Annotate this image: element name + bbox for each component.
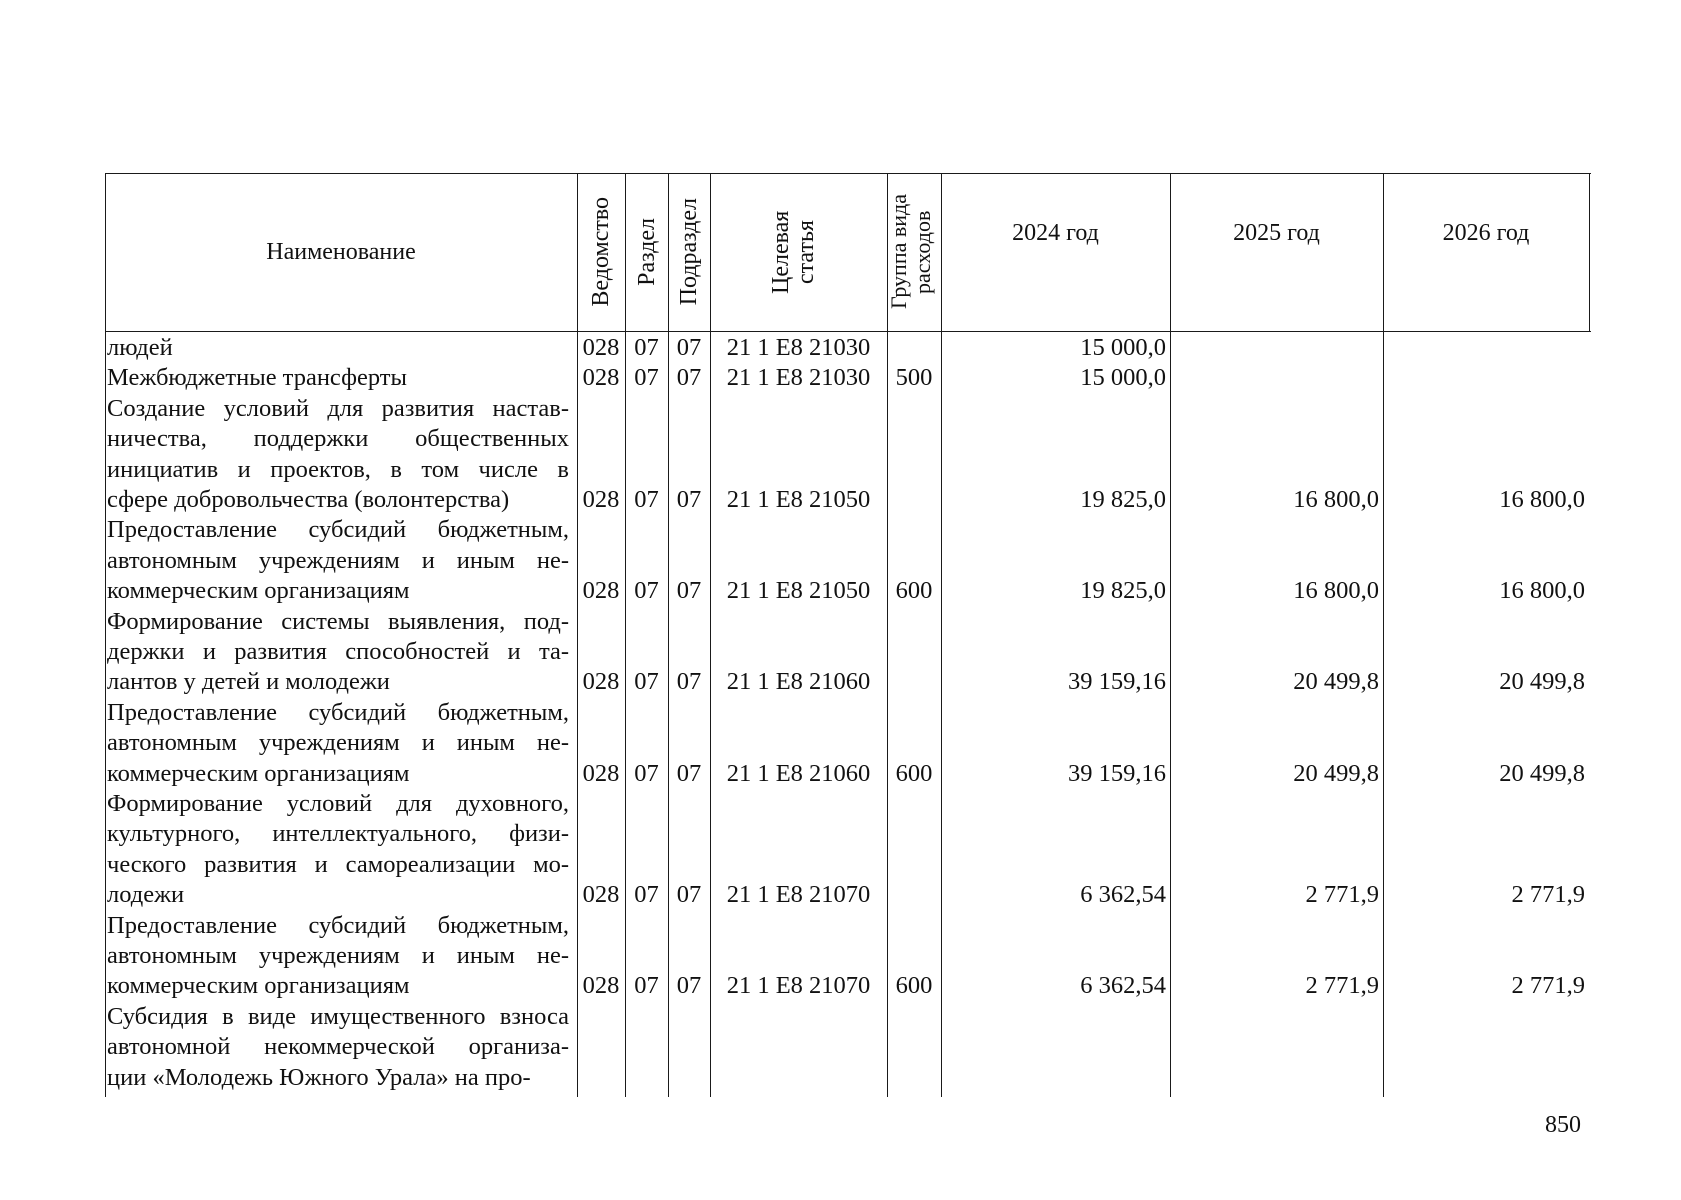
row-ved-cell: 028 — [582, 577, 620, 605]
row-gvr-cell: 600 — [895, 972, 933, 1000]
row-name-line: инициатив и проектов, в том числе в — [107, 455, 569, 483]
row-razd-cell: 07 — [634, 668, 659, 696]
row-razd-cell: 07 — [634, 334, 659, 361]
row-v2026-cell: 2 771,9 — [1511, 972, 1585, 1000]
row-razd-cell: 07 — [634, 759, 659, 787]
row-v2024-cell: 39 159,16 — [1068, 759, 1166, 787]
row-gvr-cell: 600 — [895, 577, 933, 605]
row-podr-cell: 07 — [676, 668, 702, 696]
page-number: 850 — [1545, 1112, 1581, 1138]
row-name — [107, 515, 569, 606]
row-name-line: коммерческим организациям — [107, 972, 410, 1000]
row-v2025-cell: 16 800,0 — [1293, 577, 1379, 605]
row-cs-cell: 21 1 Е8 21050 — [726, 486, 871, 513]
row-v2025-cell: 16 800,0 — [1293, 486, 1379, 513]
row-name — [107, 698, 569, 789]
row-cs-cell: 21 1 Е8 21060 — [726, 668, 871, 696]
row-name-line: сфере добровольчества (волонтерства) — [107, 486, 510, 514]
row-ved-cell: 028 — [582, 881, 620, 909]
row-name-line: Субсидия в виде имущественного взноса — [107, 1002, 569, 1030]
row-gvr-cell: 600 — [895, 759, 933, 787]
row-podr-cell: 07 — [676, 881, 702, 909]
row-podr-cell: 07 — [676, 972, 702, 1000]
row-podr-cell: 07 — [676, 759, 702, 787]
row-razd-cell: 07 — [634, 972, 659, 1000]
row-razd-cell: 07 — [634, 486, 659, 513]
row-v2026-cell: 2 771,9 — [1511, 881, 1585, 909]
row-cs-cell: 21 1 Е8 21030 — [726, 364, 871, 392]
row-name-line: Межбюджетные трансферты — [107, 364, 407, 392]
row-name-line: лантов у детей и молодежи — [107, 668, 390, 696]
row-name-line: автономным учреждениям и иным не- — [107, 729, 569, 757]
row-ved-cell: 028 — [582, 972, 620, 1000]
row-razd-cell: 07 — [634, 577, 659, 605]
header-celevaya-statya: Целевая статья — [767, 210, 819, 294]
header-2024: 2024 год — [1012, 220, 1099, 246]
row-name-line: ции «Молодежь Южного Урала» на про- — [107, 1063, 531, 1091]
header-name: Наименование — [266, 239, 416, 265]
row-name-line: ческого развития и самореализации мо- — [107, 850, 569, 878]
row-razd-cell: 07 — [634, 881, 659, 909]
row-name — [107, 607, 569, 698]
row-name-line: автономным учреждениям и иным не- — [107, 546, 569, 574]
row-podr-cell: 07 — [676, 364, 702, 392]
row-v2024-cell: 19 825,0 — [1080, 577, 1166, 605]
row-podr-cell: 07 — [676, 577, 702, 605]
header-2025: 2025 год — [1233, 220, 1320, 246]
row-name-line: лодежи — [107, 881, 185, 909]
row-cs-cell: 21 1 Е8 21060 — [726, 759, 871, 787]
row-name-line: автономной некоммерческой организа- — [107, 1033, 569, 1061]
row-v2024-cell: 15 000,0 — [1080, 334, 1166, 361]
row-name — [107, 394, 569, 516]
row-name-line: Предоставление субсидий бюджетным, — [107, 698, 569, 726]
row-name-line: коммерческим организациям — [107, 759, 410, 787]
row-v2026-cell: 20 499,8 — [1499, 668, 1585, 696]
row-v2024-cell: 6 362,54 — [1080, 972, 1166, 1000]
row-name-line: Формирование условий для духовного, — [107, 790, 569, 817]
row-v2026-cell: 20 499,8 — [1499, 759, 1585, 787]
row-v2026-cell: 16 800,0 — [1499, 486, 1585, 513]
row-cs-cell: 21 1 Е8 21070 — [726, 972, 871, 1000]
row-name-line: Предоставление субсидий бюджетным, — [107, 516, 569, 544]
header-vedomstvo: Ведомство — [588, 197, 614, 307]
row-name-line: держки и развития способностей и та- — [107, 638, 569, 665]
row-cs-cell: 21 1 Е8 21030 — [726, 334, 871, 361]
row-name-line: Создание условий для развития настав- — [107, 394, 569, 422]
row-v2024-cell: 6 362,54 — [1080, 881, 1166, 909]
row-v2025-cell: 20 499,8 — [1293, 668, 1379, 696]
row-cs-cell: 21 1 Е8 21050 — [726, 577, 871, 605]
header-2026: 2026 год — [1442, 220, 1530, 246]
row-name-line: Формирование системы выявления, под- — [107, 607, 569, 635]
row-name-line: коммерческим организациям — [107, 577, 410, 605]
row-name-line: людей — [107, 334, 173, 361]
row-name — [107, 1002, 569, 1093]
row-v2025-cell: 2 771,9 — [1305, 881, 1379, 909]
row-name — [107, 789, 569, 911]
row-ved-cell: 028 — [582, 486, 620, 513]
row-razd-cell: 07 — [634, 364, 659, 392]
row-ved-cell: 028 — [582, 668, 620, 696]
row-name-line: Предоставление субсидий бюджетным, — [107, 911, 569, 939]
row-v2025-cell: 2 771,9 — [1305, 972, 1379, 1000]
budget-table — [105, 173, 1591, 1097]
row-v2024-cell: 19 825,0 — [1080, 486, 1166, 513]
row-podr-cell: 07 — [676, 334, 702, 361]
row-name — [107, 333, 569, 363]
row-v2026-cell: 16 800,0 — [1499, 577, 1585, 605]
header-razdel: Раздел — [633, 218, 660, 286]
row-podr-cell: 07 — [676, 486, 702, 513]
row-v2024-cell: 15 000,0 — [1080, 364, 1166, 392]
row-v2024-cell: 39 159,16 — [1068, 668, 1166, 696]
header-podrazdel: Подраздел — [676, 198, 702, 306]
row-cs-cell: 21 1 Е8 21070 — [726, 881, 871, 909]
row-v2025-cell: 20 499,8 — [1293, 759, 1379, 787]
row-name — [107, 363, 569, 393]
row-ved-cell: 028 — [582, 364, 620, 392]
row-gvr-cell: 500 — [895, 364, 933, 392]
row-name-line: автономным учреждениям и иным не- — [107, 942, 569, 969]
row-name — [107, 911, 569, 1002]
row-name-line: ничества, поддержки общественных — [107, 425, 569, 453]
row-ved-cell: 028 — [582, 334, 620, 361]
header-gruppa-vida-rashodov: Группа вида расходов — [886, 194, 935, 310]
row-name-line: культурного, интеллектуального, физи- — [107, 820, 569, 848]
row-ved-cell: 028 — [582, 759, 620, 787]
